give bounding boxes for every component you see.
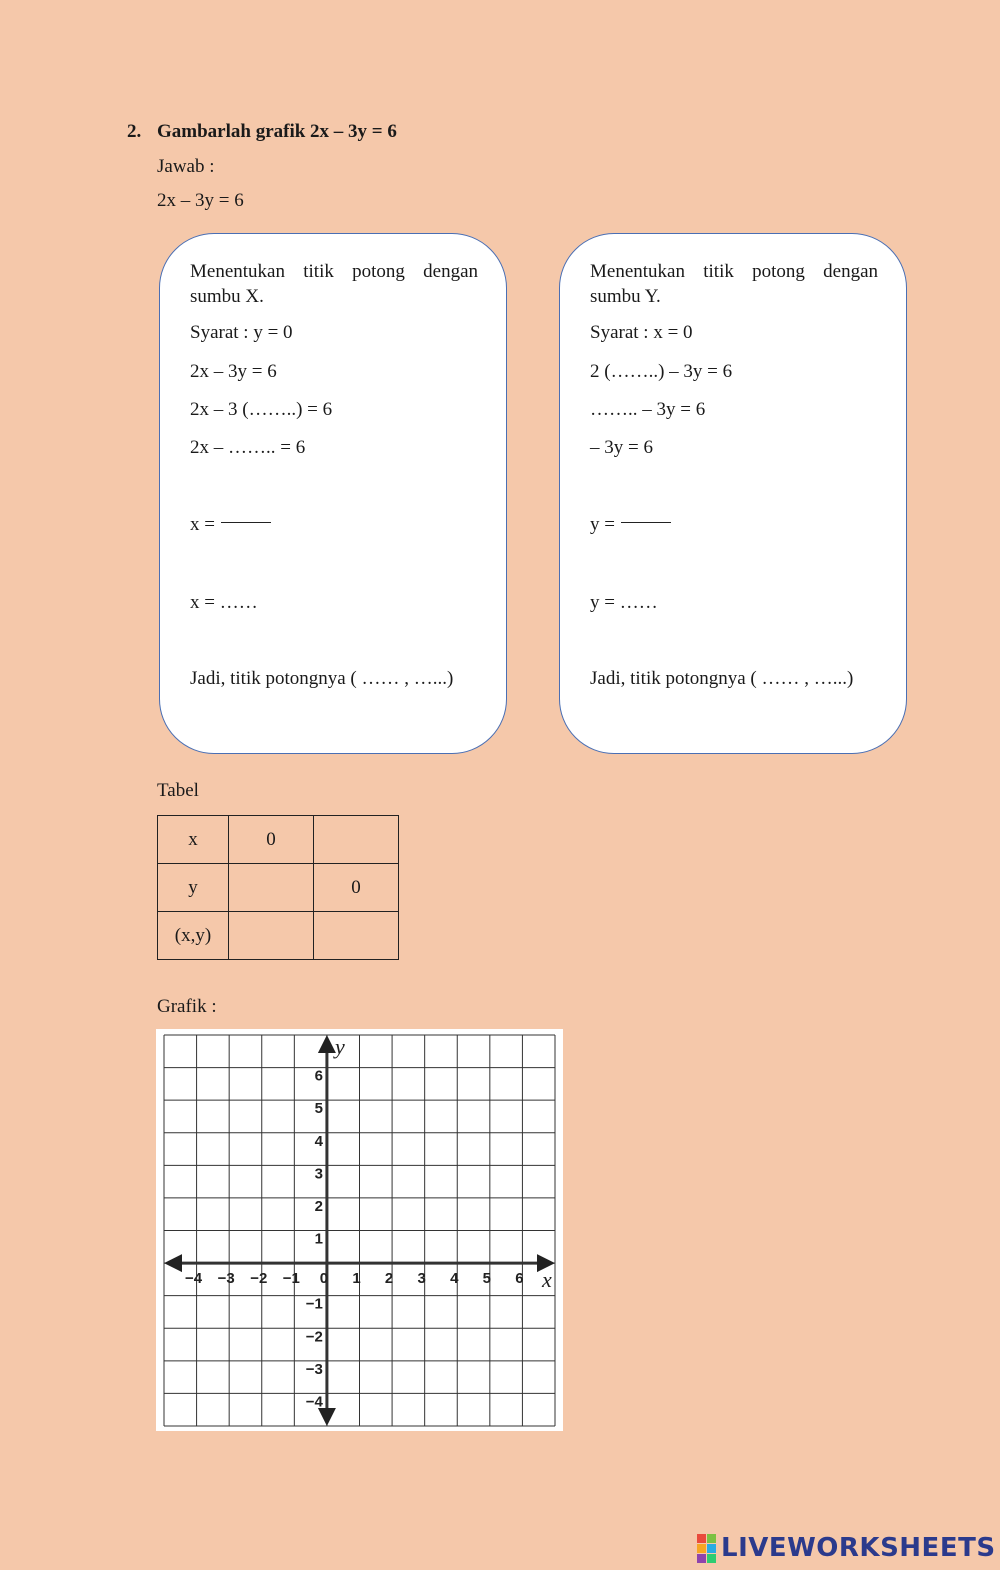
grid-lines xyxy=(164,1035,555,1426)
x-tick-label: 1 xyxy=(352,1270,361,1288)
box-y-conclusion: Jadi, titik potongnya ( …… , …...) xyxy=(590,668,854,689)
table-cell: (x,y) xyxy=(158,912,229,960)
table-cell[interactable] xyxy=(229,912,314,960)
box-x-intro: Menentukan titik potong dengan sumbu X. xyxy=(190,261,478,307)
box-y-step4-prefix: y = xyxy=(590,514,615,535)
box-y-step4 xyxy=(590,514,671,536)
x-tick-label: 5 xyxy=(482,1270,492,1288)
x-tick-label: −1 xyxy=(282,1270,300,1288)
table-cell[interactable]: 0 xyxy=(314,864,399,912)
y-tick-label: −2 xyxy=(305,1328,323,1346)
box-y-step3: – 3y = 6 xyxy=(590,437,653,458)
box-x-condition: Syarat : y = 0 xyxy=(190,322,293,343)
tick-labels xyxy=(185,1068,524,1411)
table-label: Tabel xyxy=(157,780,199,801)
y-tick-label: 1 xyxy=(314,1230,323,1248)
logo-block xyxy=(697,1544,706,1553)
brand-name: LIVEWORKSHEETS xyxy=(721,1533,996,1563)
x-tick-label: −4 xyxy=(185,1270,203,1288)
box-y-step1: 2 (……..) – 3y = 6 xyxy=(590,361,733,382)
logo-block xyxy=(697,1554,706,1563)
x-tick-label: 6 xyxy=(515,1270,524,1288)
y-intercept-box xyxy=(559,233,907,754)
table-cell[interactable] xyxy=(229,864,314,912)
x-intercept-box xyxy=(159,233,507,754)
y-tick-label: −3 xyxy=(305,1360,323,1378)
box-x-step4 xyxy=(190,514,271,536)
logo-block xyxy=(707,1534,716,1543)
fraction-line xyxy=(221,522,271,523)
table-row xyxy=(158,864,399,912)
y-axis-label: y xyxy=(335,1034,345,1059)
x-axis-left-arrow-icon xyxy=(164,1254,182,1272)
y-axis-up-arrow-icon xyxy=(318,1035,336,1053)
question-title: Gambarlah grafik 2x – 3y = 6 xyxy=(157,121,397,142)
table-cell[interactable] xyxy=(314,816,399,864)
logo-icon xyxy=(697,1534,716,1563)
table-row xyxy=(158,912,399,960)
box-x-step2: 2x – 3 (……..) = 6 xyxy=(190,399,333,420)
equation: 2x – 3y = 6 xyxy=(157,190,244,211)
value-table xyxy=(157,815,399,960)
coordinate-grid[interactable] xyxy=(156,1029,563,1431)
x-tick-label: −3 xyxy=(217,1270,235,1288)
box-x-conclusion: Jadi, titik potongnya ( …… , …...) xyxy=(190,668,454,689)
box-x-step3: 2x – …….. = 6 xyxy=(190,437,306,458)
table-cell: y xyxy=(158,864,229,912)
fraction-line xyxy=(621,522,671,523)
answer-label: Jawab : xyxy=(157,156,215,177)
y-tick-label: 4 xyxy=(314,1132,323,1150)
y-tick-label: 6 xyxy=(314,1067,323,1085)
box-y-intro: Menentukan titik potong dengan sumbu Y. xyxy=(590,261,878,307)
box-x-step4-prefix: x = xyxy=(190,514,215,535)
table-row xyxy=(158,816,399,864)
x-tick-label: −2 xyxy=(250,1270,268,1288)
logo-block xyxy=(707,1544,716,1553)
table-cell[interactable] xyxy=(314,912,399,960)
y-axis-down-arrow-icon xyxy=(318,1408,336,1426)
grid-svg xyxy=(156,1029,563,1431)
logo-block xyxy=(697,1534,706,1543)
x-tick-label: 0 xyxy=(319,1270,329,1288)
box-y-condition: Syarat : x = 0 xyxy=(590,322,693,343)
y-tick-label: −4 xyxy=(305,1393,323,1411)
table-cell[interactable]: 0 xyxy=(229,816,314,864)
y-tick-label: 5 xyxy=(314,1100,323,1118)
question-number: 2. xyxy=(127,121,142,142)
box-x-step1: 2x – 3y = 6 xyxy=(190,361,277,382)
logo-block xyxy=(707,1554,716,1563)
x-tick-label: 2 xyxy=(384,1270,394,1288)
y-tick-label: 3 xyxy=(314,1165,323,1183)
y-tick-label: 2 xyxy=(314,1197,323,1215)
box-x-step5: x = …… xyxy=(190,592,258,613)
liveworksheets-logo xyxy=(697,1531,996,1565)
x-axis-label: x xyxy=(542,1267,552,1292)
x-tick-label: 4 xyxy=(450,1270,459,1288)
box-y-step2: …….. – 3y = 6 xyxy=(590,399,706,420)
graph-label: Grafik : xyxy=(157,996,217,1017)
box-y-step5: y = …… xyxy=(590,592,658,613)
table-cell: x xyxy=(158,816,229,864)
y-tick-label: −1 xyxy=(305,1295,323,1313)
x-tick-label: 3 xyxy=(417,1270,426,1288)
